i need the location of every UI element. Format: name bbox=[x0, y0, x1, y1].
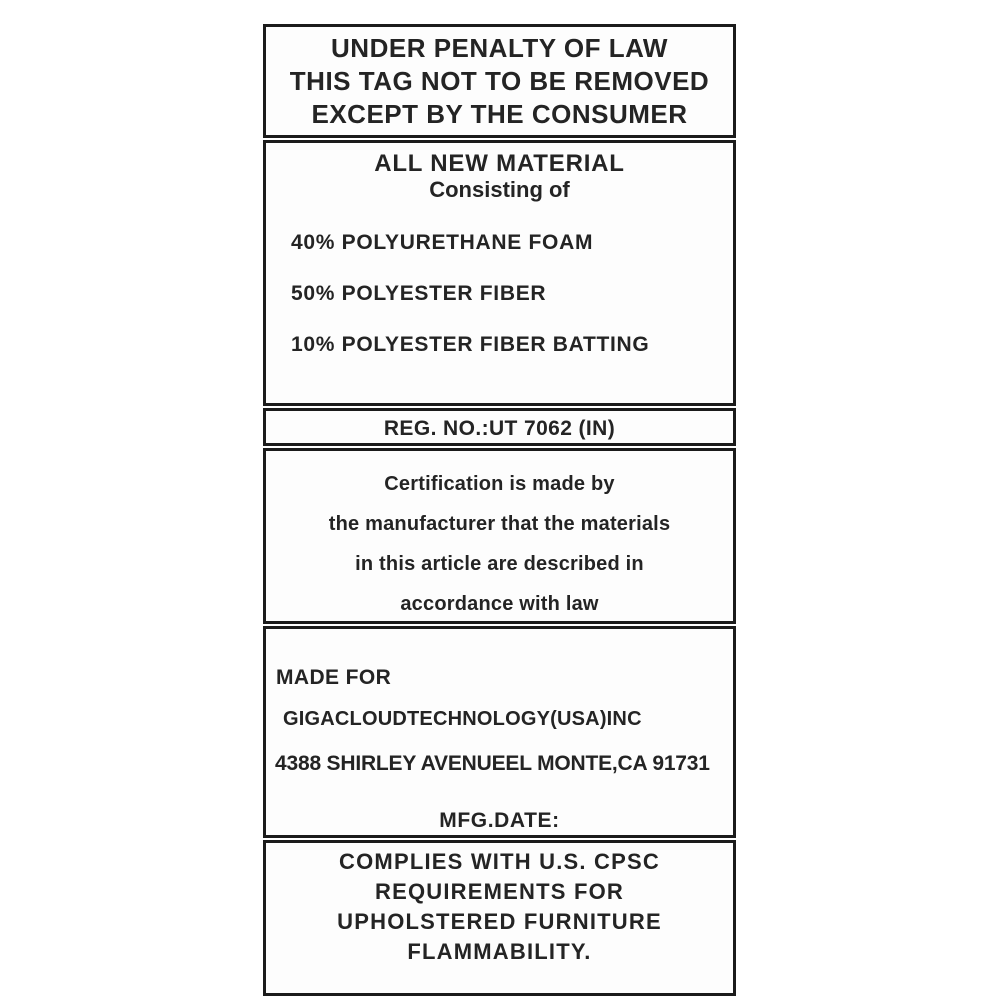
certification-section bbox=[263, 448, 736, 624]
certification-line: in this article are described in bbox=[355, 553, 644, 575]
penalty-warning-line: THIS TAG NOT TO BE REMOVED bbox=[289, 66, 710, 96]
material-subtitle: Consisting of bbox=[429, 177, 570, 202]
registration-number: REG. NO.:UT 7062 (IN) bbox=[383, 417, 616, 440]
mfg-date-label: MFG.DATE: bbox=[439, 809, 560, 832]
law-label-tag bbox=[263, 24, 736, 998]
penalty-warning-line: EXCEPT BY THE CONSUMER bbox=[311, 99, 688, 129]
penalty-warning-line: UNDER PENALTY OF LAW bbox=[331, 33, 668, 63]
certification-line: the manufacturer that the materials bbox=[328, 513, 671, 535]
compliance-section bbox=[263, 840, 736, 996]
certification-line: Certification is made by bbox=[384, 473, 615, 495]
penalty-warning-section bbox=[263, 24, 736, 138]
made-for-section bbox=[263, 626, 736, 838]
compliance-line: COMPLIES WITH U.S. CPSC bbox=[339, 849, 660, 874]
material-contents-section bbox=[263, 140, 736, 406]
material-item: 10% POLYESTER FIBER BATTING bbox=[291, 333, 650, 356]
registration-number-section bbox=[263, 408, 736, 446]
compliance-line: FLAMMABILITY. bbox=[407, 939, 592, 964]
certification-line: accordance with law bbox=[400, 593, 599, 615]
material-item: 40% POLYURETHANE FOAM bbox=[291, 231, 594, 254]
material-item: 50% POLYESTER FIBER bbox=[291, 282, 547, 305]
material-title: ALL NEW MATERIAL bbox=[374, 150, 625, 177]
company-address: 4388 SHIRLEY AVENUEEL MONTE,CA 91731 bbox=[275, 752, 710, 775]
compliance-line: REQUIREMENTS FOR bbox=[375, 879, 624, 904]
made-for-label: MADE FOR bbox=[276, 666, 392, 689]
company-name: GIGACLOUDTECHNOLOGY(USA)INC bbox=[283, 708, 642, 730]
compliance-line: UPHOLSTERED FURNITURE bbox=[337, 909, 662, 934]
